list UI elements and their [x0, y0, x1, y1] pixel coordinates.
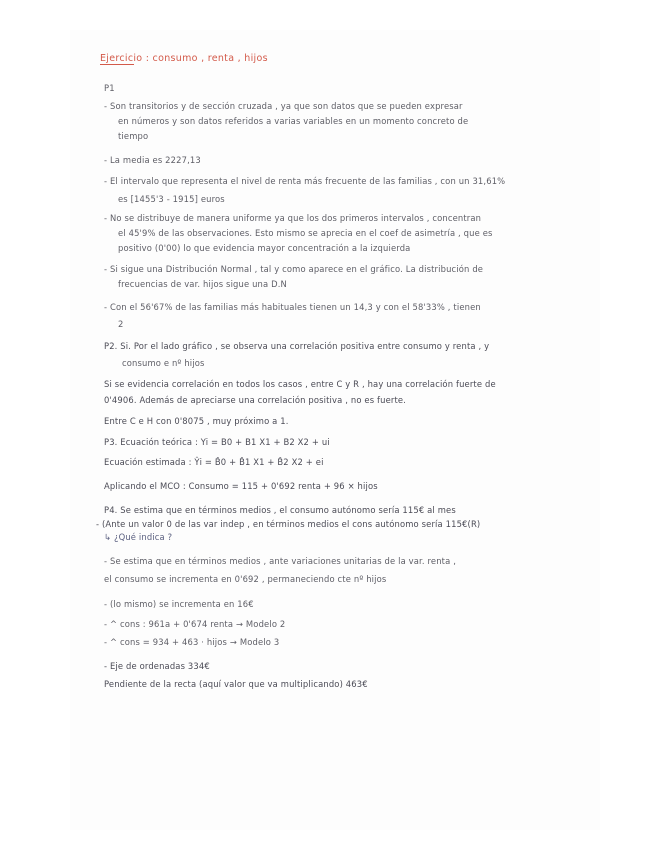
note-line: P2. Si. Por el lado gráfico , se observa una correlación positiva entre consumo y renta , y	[104, 341, 490, 351]
note-line: Si se evidencia correlación en todos los casos , entre C y R , hay una correlación fuerte de	[104, 379, 496, 389]
note-line: - Eje de ordenadas 334€	[104, 661, 210, 671]
note-line: consumo e nº hijos	[122, 358, 205, 368]
equation-theoretical: P3. Ecuación teórica : Yi = B0 + B1 X1 + B2 X2 + ui	[104, 437, 330, 447]
note-line: ↳ ¿Qué indica ?	[104, 532, 173, 542]
note-line: - Si sigue una Distribución Normal , tal y como aparece en el gráfico. La distribución de	[104, 264, 484, 274]
note-line: - Son transitorios y de sección cruzada , ya que son datos que se pueden expresar	[104, 101, 463, 111]
section-label-p1: P1	[104, 83, 115, 93]
note-line: - El intervalo que representa el nivel de renta más frecuente de las familias , con un 31,61%	[104, 176, 506, 186]
notebook-page	[70, 30, 600, 830]
note-line: tiempo	[118, 131, 149, 141]
note-line: - Se estima que en términos medios , ante variaciones unitarias de la var. renta ,	[104, 556, 457, 566]
note-line: - No se distribuye de manera uniforme ya que los dos primeros intervalos , concentran	[104, 213, 482, 223]
note-line: - (lo mismo) se incrementa en 16€	[104, 599, 254, 609]
note-line: Entre C e H con 0'8075 , muy próximo a 1.	[104, 416, 289, 426]
note-line: - Con el 56'67% de las familias más habituales tienen un 14,3 y con el 58'33% , tienen	[104, 302, 481, 312]
equation-mco: Aplicando el MCO : Consumo = 115 + 0'692 renta + 96 × hijos	[104, 481, 378, 491]
title-text: Ejercicio : consumo , renta , hijos	[100, 53, 268, 64]
note-line: positivo (0'00) lo que evidencia mayor concentración a la izquierda	[118, 243, 411, 253]
note-line: es [1455'3 - 1915] euros	[118, 194, 225, 204]
page-title	[100, 52, 268, 65]
model-2-line: - ^ cons : 961a + 0'674 renta → Modelo 2	[104, 619, 286, 629]
note-line: Pendiente de la recta (aquí valor que va multiplicando) 463€	[104, 679, 368, 689]
note-line: en números y son datos referidos a varias variables en un momento concreto de	[118, 116, 469, 126]
note-line: el 45'9% de las observaciones. Esto mismo se aprecia en el coef de asimetría , que es	[118, 228, 493, 238]
note-line: - La media es 2227,13	[104, 155, 201, 165]
title-underline	[100, 64, 134, 65]
note-line: el consumo se incrementa en 0'692 , permaneciendo cte nº hijos	[104, 574, 387, 584]
note-line: P4. Se estima que en términos medios , el consumo autónomo sería 115€ al mes	[104, 505, 456, 515]
note-line: frecuencias de var. hijos sigue una D.N	[118, 279, 287, 289]
note-line: 2	[118, 319, 124, 329]
equation-estimated: Ecuación estimada : Ŷi = B̂0 + B̂1 X1 + B̂2 X2 + ei	[104, 457, 324, 467]
note-line: - (Ante un valor 0 de las var indep , en términos medios el cons autónomo sería 115€(R)	[96, 519, 481, 529]
note-line: 0'4906. Además de apreciarse una correlación positiva , no es fuerte.	[104, 395, 407, 405]
model-3-line: - ^ cons = 934 + 463 · hijos → Modelo 3	[104, 637, 280, 647]
